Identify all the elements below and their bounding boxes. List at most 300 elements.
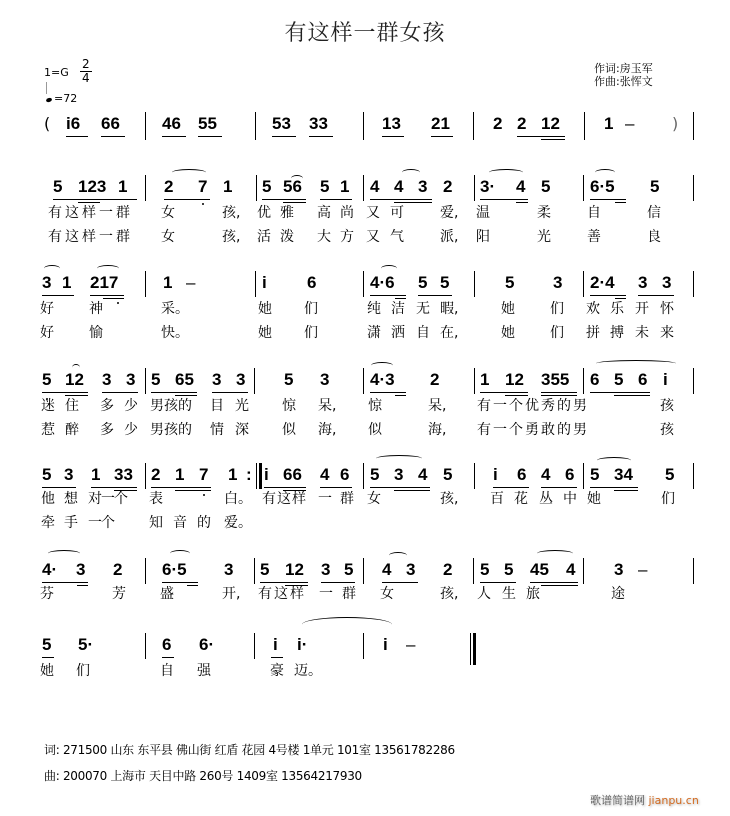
note: 66 <box>283 465 302 484</box>
note: 2 <box>443 560 453 579</box>
note: 46 <box>162 114 181 133</box>
note: 3· <box>480 177 496 196</box>
note: 1 <box>62 273 72 292</box>
composer-address: 曲: 200070 上海市 天目中路 260号 1409室 13564217930 <box>44 769 362 783</box>
barline <box>145 112 146 140</box>
lyric: 神 <box>89 301 103 317</box>
lyric: 女 <box>161 229 175 245</box>
note: i <box>493 465 498 484</box>
lyric: 男孩的 <box>150 422 192 438</box>
note: 5 <box>650 177 660 196</box>
note: 5 <box>505 273 515 292</box>
watermark-url: jianpu.cn <box>648 794 699 807</box>
lyric: 柔 <box>537 205 551 221</box>
lyric: 自 <box>160 663 174 679</box>
tempo-marking <box>46 92 77 105</box>
note: 1 <box>223 177 233 196</box>
note: 12 <box>285 560 304 579</box>
lyric: 善 <box>587 229 601 245</box>
lyric: 有这样 <box>262 491 307 507</box>
lyric: 们 <box>661 491 675 507</box>
note: 3 <box>406 560 416 579</box>
score-line-3 <box>0 263 730 353</box>
credits <box>594 62 653 88</box>
note: 4 <box>370 177 380 196</box>
note: 1 <box>228 465 238 484</box>
note: 3 <box>638 273 648 292</box>
note: 5 <box>42 370 52 389</box>
lyric: 暇, <box>440 301 459 317</box>
lyric: 们 <box>550 325 564 341</box>
lyric: 优 <box>257 205 271 221</box>
note: 5 <box>480 560 490 579</box>
note: 2 <box>151 465 161 484</box>
lyric: 途 <box>611 586 625 602</box>
lyric: 们 <box>550 301 564 317</box>
note: 355 <box>541 370 570 389</box>
lyric: 她 <box>40 663 54 679</box>
lyric: 想 <box>64 491 78 507</box>
barline <box>145 368 146 394</box>
note: 5 <box>53 177 63 196</box>
note: 2 <box>164 177 174 196</box>
time-denominator: 4 <box>82 71 90 85</box>
lyric: 又 <box>366 205 380 221</box>
lyric: 快。 <box>161 325 189 341</box>
lyric: 百 <box>490 491 504 507</box>
note: 3 <box>42 273 52 292</box>
note: 12 <box>505 370 524 389</box>
lyric: 女 <box>380 586 394 602</box>
lyric: 爱。 <box>224 515 252 531</box>
note: 12 <box>65 370 84 389</box>
lyric: 孩, <box>440 586 459 602</box>
lyric: 来 <box>660 325 674 341</box>
lyric: 海, <box>428 422 447 438</box>
lyric: 惹 <box>41 422 55 438</box>
note: 4 <box>382 560 392 579</box>
lyric: 呆, <box>428 398 447 414</box>
lyric: 光 <box>235 398 249 414</box>
barline <box>254 558 255 584</box>
note: 123 <box>78 177 107 196</box>
score-line-2 <box>0 165 730 255</box>
lyric: 派, <box>440 229 459 245</box>
note: 6 <box>340 465 350 484</box>
lyric: 采。 <box>161 301 189 317</box>
note: i· <box>297 635 308 654</box>
lyric: 一个 <box>88 515 114 531</box>
lyric: 高 <box>317 205 331 221</box>
lyric: 爱, <box>440 205 459 221</box>
note: 65 <box>175 370 194 389</box>
note: 4 <box>394 177 404 196</box>
lyric: 情 <box>210 422 224 438</box>
note: 66 <box>101 114 120 133</box>
lyric: 拼 <box>586 325 600 341</box>
lyric: 人 <box>477 586 491 602</box>
note: 21 <box>431 114 450 133</box>
dash: – <box>625 114 635 133</box>
lyric: 女 <box>161 205 175 221</box>
lyric: 多 <box>100 422 114 438</box>
lyric: 群 <box>342 586 356 602</box>
note: 3 <box>212 370 222 389</box>
lyric: 方 <box>340 229 354 245</box>
lyric: 愉 <box>89 325 103 341</box>
lyric: 住 <box>65 398 79 414</box>
note: i <box>383 635 388 654</box>
note: 34 <box>614 465 633 484</box>
note: 5 <box>440 273 450 292</box>
lyric: 有这样一群 <box>48 229 133 245</box>
lyric: 表 <box>149 491 163 507</box>
lyric: 迷 <box>41 398 55 414</box>
note: 6· <box>199 635 215 654</box>
note: 1 <box>480 370 490 389</box>
lyric: 自 <box>416 325 430 341</box>
barline <box>693 112 694 140</box>
lyric: 惊 <box>282 398 296 414</box>
note: 3 <box>64 465 74 484</box>
score-line-7 <box>0 615 730 685</box>
note: 2 <box>113 560 123 579</box>
lyric: 深 <box>235 422 249 438</box>
note: 5 <box>262 177 272 196</box>
lyric: 牵 <box>41 515 55 531</box>
note: 5 <box>541 177 551 196</box>
lyric: 气 <box>390 229 404 245</box>
lyric: 手 <box>64 515 78 531</box>
lyric: 海, <box>318 422 337 438</box>
lyric: 开, <box>222 586 241 602</box>
lyric: 少 <box>124 398 138 414</box>
note: 217 <box>90 273 119 292</box>
lyric: 泼 <box>280 229 294 245</box>
lyric: 迈。 <box>294 663 322 679</box>
note: 5 <box>418 273 428 292</box>
lyric: 盛 <box>160 586 174 602</box>
note: 1 <box>163 273 173 292</box>
note: 5 <box>370 465 380 484</box>
lyric: 他 <box>41 491 55 507</box>
lyric: 呆, <box>318 398 337 414</box>
lyric: 开 <box>635 301 649 317</box>
lyric: 们 <box>76 663 90 679</box>
lyric: 似 <box>282 422 296 438</box>
note: 7 <box>199 465 209 484</box>
note: 5 <box>590 465 600 484</box>
note: i <box>264 465 269 484</box>
note: i <box>273 635 278 654</box>
note: 5 <box>443 465 453 484</box>
lyric: 多 <box>100 398 114 414</box>
barline <box>473 558 474 584</box>
note: i <box>663 370 668 389</box>
note: 5 <box>260 560 270 579</box>
lyric: 群 <box>340 491 354 507</box>
note: 6 <box>565 465 575 484</box>
barline <box>583 463 584 489</box>
note: 3 <box>236 370 246 389</box>
lyric: 怀 <box>660 301 674 317</box>
note: 45 <box>530 560 549 579</box>
lyric: 光 <box>537 229 551 245</box>
note: 55 <box>198 114 217 133</box>
barline <box>363 368 364 394</box>
final-barline-thick <box>473 633 476 665</box>
score-line-5 <box>0 455 730 540</box>
lyric: 未 <box>635 325 649 341</box>
lyric: 阳 <box>476 229 490 245</box>
barline <box>693 558 694 584</box>
note: 7 <box>198 177 208 196</box>
note: 6·5 <box>162 560 187 579</box>
note: 3 <box>553 273 563 292</box>
tempo-value: =72 <box>54 92 78 105</box>
barline <box>583 175 584 201</box>
lyric: 们 <box>304 325 318 341</box>
lyric: 她 <box>587 491 601 507</box>
lyric: 丛 <box>539 491 553 507</box>
barline <box>255 271 256 297</box>
lyric: 少 <box>124 422 138 438</box>
close-paren: ) <box>672 114 679 133</box>
time-signature <box>80 58 92 85</box>
note: 3 <box>224 560 234 579</box>
barline <box>254 368 255 394</box>
note: 6·5 <box>590 177 615 196</box>
lyric: 活 <box>257 229 271 245</box>
lyric: 好 <box>40 301 54 317</box>
barline <box>473 112 474 140</box>
barline <box>145 463 146 489</box>
lyric: 她 <box>258 325 272 341</box>
barline <box>693 463 694 489</box>
note: 56 <box>283 177 302 196</box>
barline <box>583 271 584 297</box>
note: 6 <box>517 465 527 484</box>
note: 3 <box>394 465 404 484</box>
barline <box>145 633 146 659</box>
lyric: 温 <box>476 205 490 221</box>
lyric: 孩, <box>222 205 241 221</box>
lyric: 潇 <box>367 325 381 341</box>
barline <box>474 368 475 394</box>
note: 1 <box>340 177 350 196</box>
note: 1 <box>91 465 101 484</box>
lyric: 孩, <box>440 491 459 507</box>
time-numerator: 2 <box>82 57 90 71</box>
barline <box>584 112 585 140</box>
lyric: 她 <box>501 301 515 317</box>
note: 4· <box>42 560 58 579</box>
score-line-4 <box>0 360 730 450</box>
barline <box>693 175 694 201</box>
note: 5 <box>504 560 514 579</box>
note: i6 <box>66 114 81 133</box>
barline <box>145 271 146 297</box>
score-line-1 <box>0 112 730 152</box>
lyric: 良 <box>647 229 661 245</box>
lyric: 有这样一群 <box>48 205 133 221</box>
lyric: 洁 <box>391 301 405 317</box>
note: 4 <box>541 465 551 484</box>
repeat-dots: : <box>246 465 252 484</box>
quarter-note-stem <box>46 82 47 94</box>
note: 2 <box>493 114 503 133</box>
lyric: 芬 <box>40 586 54 602</box>
lyric: 她 <box>501 325 515 341</box>
lyric: 的 <box>197 515 211 531</box>
note: 5 <box>151 370 161 389</box>
note: 33 <box>309 114 328 133</box>
barline <box>255 112 256 140</box>
lyric: 自 <box>587 205 601 221</box>
note: 5 <box>665 465 675 484</box>
note: 5· <box>78 635 94 654</box>
note: 6 <box>307 273 317 292</box>
lyric: 搏 <box>610 325 624 341</box>
barline <box>693 271 694 297</box>
note: 3 <box>321 560 331 579</box>
lyric: 们 <box>304 301 318 317</box>
note: 4 <box>320 465 330 484</box>
lyric: 音 <box>173 515 187 531</box>
note: 2 <box>517 114 527 133</box>
lyric: 似 <box>368 422 382 438</box>
note: i <box>262 273 267 292</box>
note: 4·3 <box>370 370 395 389</box>
lyric: 中 <box>563 491 577 507</box>
note: 3 <box>102 370 112 389</box>
lyric: 旅 <box>526 586 540 602</box>
note: 4 <box>516 177 526 196</box>
barline <box>474 463 475 489</box>
lyric: 有一个勇敢的男 <box>477 422 589 438</box>
lyric: 强 <box>197 663 211 679</box>
lyric: 一 <box>318 491 332 507</box>
dash: – <box>406 635 416 654</box>
note: 3 <box>662 273 672 292</box>
note: 2 <box>443 177 453 196</box>
note: 5 <box>42 635 52 654</box>
open-paren: ( <box>44 114 51 133</box>
barline <box>363 463 364 489</box>
barline <box>363 558 364 584</box>
note: 4·6 <box>370 273 395 292</box>
lyricist: 作词:房玉军 <box>594 62 653 75</box>
lyric: 有这样 <box>258 586 306 602</box>
lyric: 可 <box>390 205 404 221</box>
lyric: 纯 <box>367 301 381 317</box>
score-line-6 <box>0 550 730 610</box>
song-title: 有这样一群女孩 <box>284 21 446 46</box>
lyric: 她 <box>258 301 272 317</box>
lyric: 醉 <box>65 422 79 438</box>
note: 3 <box>126 370 136 389</box>
note: 5 <box>344 560 354 579</box>
lyric: 信 <box>647 205 661 221</box>
final-barline <box>470 633 471 665</box>
lyric: 生 <box>502 586 516 602</box>
note: 53 <box>272 114 291 133</box>
note: 4 <box>566 560 576 579</box>
note: 5 <box>320 177 330 196</box>
dash: – <box>638 560 648 579</box>
lyric: 好 <box>40 325 54 341</box>
barline <box>474 271 475 297</box>
barline <box>145 175 146 201</box>
barline <box>145 558 146 584</box>
lyric: 男孩的 <box>150 398 192 414</box>
lyric: 无 <box>416 301 430 317</box>
lyric: 孩 <box>660 422 674 438</box>
note: 3 <box>614 560 624 579</box>
lyric: 芳 <box>112 586 126 602</box>
barline <box>254 633 255 659</box>
note: 3 <box>320 370 330 389</box>
watermark <box>590 792 699 808</box>
barline <box>363 271 364 297</box>
barline <box>363 633 364 659</box>
lyric: 洒 <box>391 325 405 341</box>
dash: – <box>186 273 196 292</box>
barline <box>693 368 694 394</box>
lyric: 孩 <box>660 398 674 414</box>
lyric: 雅 <box>280 205 294 221</box>
lyric: 知 <box>149 515 163 531</box>
composer: 作曲:张恽文 <box>594 75 653 88</box>
lyric: 欢 <box>586 301 600 317</box>
repeat-barline <box>256 463 257 489</box>
note: 1 <box>118 177 128 196</box>
lyric: 在, <box>440 325 459 341</box>
lyric: 目 <box>210 398 224 414</box>
lyric: 又 <box>366 229 380 245</box>
barline <box>363 175 364 201</box>
lyric: 花 <box>514 491 528 507</box>
key-signature: 1=G <box>44 66 69 79</box>
note: 2 <box>430 370 440 389</box>
note: 5 <box>614 370 624 389</box>
lyric: 对一个 <box>88 491 127 507</box>
barline <box>363 112 364 140</box>
note: 4 <box>418 465 428 484</box>
barline <box>474 175 475 201</box>
lyric: 尚 <box>340 205 354 221</box>
lyric: 乐 <box>610 301 624 317</box>
barline <box>256 175 257 201</box>
lyric: 一 <box>319 586 333 602</box>
lyric: 孩, <box>222 229 241 245</box>
note: 1 <box>175 465 185 484</box>
note: 3 <box>76 560 86 579</box>
note: 6 <box>590 370 600 389</box>
lyric: 有一个优秀的男 <box>477 398 589 414</box>
lyric: 女 <box>367 491 381 507</box>
lyric: 白。 <box>224 491 252 507</box>
lyric: 大 <box>317 229 331 245</box>
note: 12 <box>541 114 560 133</box>
note: 6 <box>638 370 648 389</box>
repeat-barline-thick <box>259 463 262 489</box>
note: 5 <box>42 465 52 484</box>
barline <box>583 558 584 584</box>
note: 1 <box>604 114 614 133</box>
note: 13 <box>382 114 401 133</box>
note: 33 <box>114 465 133 484</box>
